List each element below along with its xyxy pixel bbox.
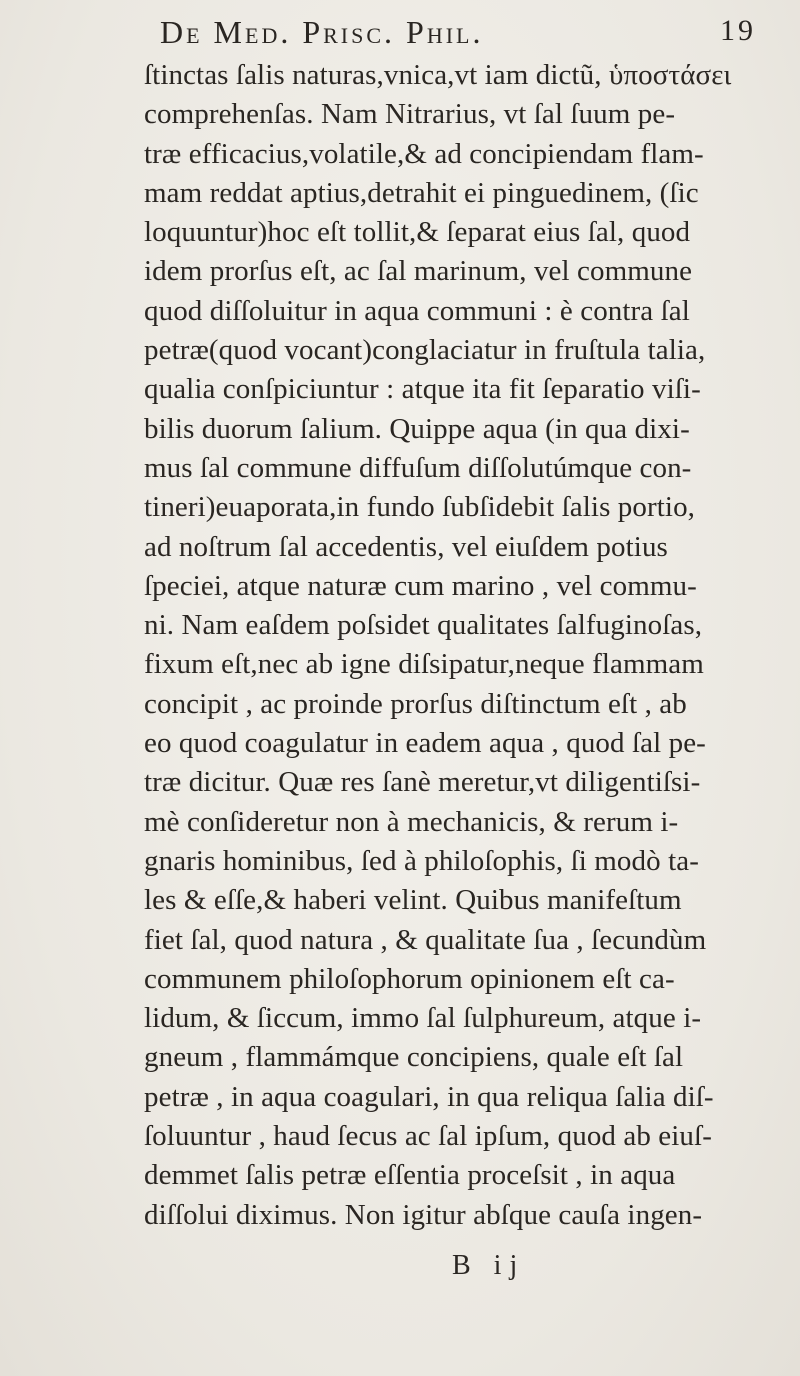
running-head — [160, 14, 780, 58]
text-line: qualia conſpiciuntur : atque ita fit ſeparatio viſi- — [144, 373, 701, 406]
text-line: quod diſſoluitur in aqua communi : è contra ſal — [144, 294, 690, 327]
body-text — [144, 56, 784, 1235]
text-line: træ efficacius,volatile,& ad concipiendam flam- — [144, 137, 704, 170]
text-line: ſtinctas ſalis naturas,vnica,vt iam dictũ, ὑποστάσει — [144, 59, 732, 91]
text-line: concipit , ac proinde prorſus diſtinctum eſt , ab — [144, 687, 687, 720]
text-line: les & eſſe,& haberi velint. Quibus manifeſtum — [144, 884, 682, 917]
text-line: gnaris hominibus, ſed à philoſophis, ſi modò ta- — [144, 844, 699, 877]
text-line: eo quod coagulatur in eadem aqua , quod ſal pe- — [144, 727, 706, 760]
page-number: 19 — [720, 14, 756, 47]
text-line: fixum eſt,nec ab igne diſsipatur,neque flammam — [144, 648, 704, 681]
text-line: ſoluuntur , haud ſecus ac ſal ipſum, quod ab eiuſ- — [144, 1120, 712, 1153]
text-line: gneum , flammámque concipiens, quale eſt ſal — [144, 1041, 684, 1074]
text-line: mè conſideretur non à mechanicis, & rerum i- — [144, 805, 679, 838]
text-line: mus ſal commune diffuſum diſſolutúmque con- — [144, 451, 692, 484]
text-line: bilis duorum ſalium. Quippe aqua (in qua dixi- — [144, 412, 690, 445]
text-line: ad noſtrum ſal accedentis, vel eiuſdem potius — [144, 530, 668, 563]
text-line: petræ(quod vocant)conglaciatur in fruſtula talia, — [144, 334, 706, 367]
text-line: fiet ſal, quod natura , & qualitate ſua , ſecundùm — [144, 923, 707, 956]
text-line: lidum, & ſiccum, immo ſal ſulphureum, atque i- — [144, 1002, 702, 1035]
text-line: loquuntur)hoc eſt tollit,& ſeparat eius ſal, quod — [144, 216, 691, 249]
text-line: demmet ſalis petræ eſſentia proceſsit , in aqua — [144, 1159, 676, 1192]
signature-mark: B ij — [452, 1250, 526, 1281]
text-line: mam reddat aptius,detrahit ei pinguedinem, (ſic — [144, 176, 699, 209]
text-line: træ dicitur. Quæ res ſanè meretur,vt diligentiſsi- — [144, 766, 701, 799]
text-line: petræ , in aqua coagulari, in qua reliqua ſalia diſ- — [144, 1080, 714, 1113]
text-line: tineri)euaporata,in fundo ſubſidebit ſalis portio, — [144, 491, 696, 524]
text-line: ſpeciei, atque naturæ cum marino , vel commu- — [144, 569, 697, 602]
running-title: De Med. Prisc. Phil. — [160, 14, 484, 50]
text-line: idem prorſus eſt, ac ſal marinum, vel commune — [144, 255, 693, 288]
text-line: ni. Nam eaſdem poſsidet qualitates ſalfuginoſas, — [144, 609, 703, 642]
text-line: diſſolui diximus. Non igitur abſque cauſa ingen- — [144, 1198, 703, 1231]
text-line: comprehenſas. Nam Nitrarius, vt ſal ſuum pe- — [144, 98, 676, 131]
text-line: communem philoſophorum opinionem eſt ca- — [144, 962, 675, 995]
